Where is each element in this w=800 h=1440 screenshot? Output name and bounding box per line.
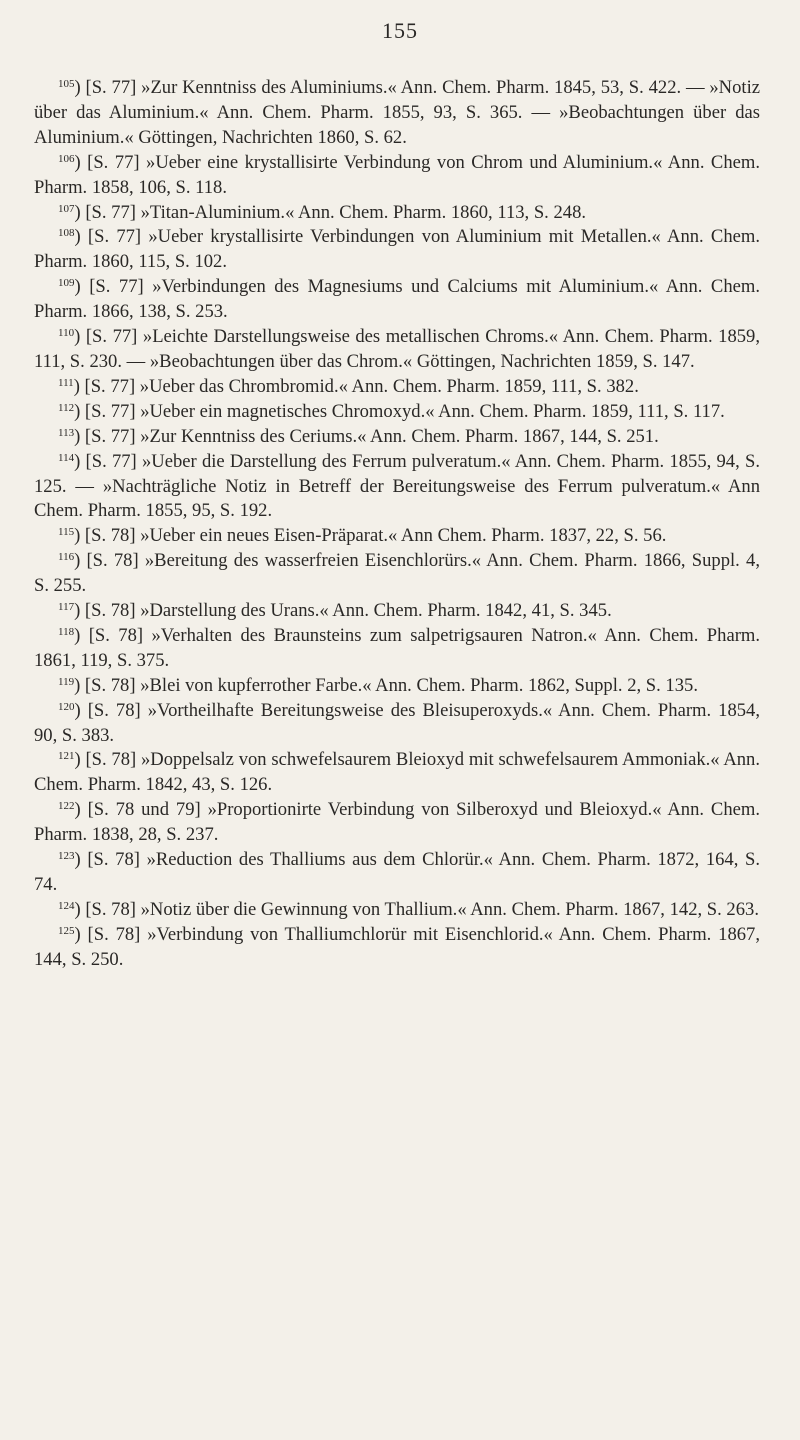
endnote-text: ) [S. 78] »Verbindung von Thalliumchlorür mit Eisenchlorid.« Ann. Chem. Pharm. 1867, 144, S. 250. bbox=[34, 923, 760, 970]
endnote bbox=[34, 549, 760, 599]
endnote-text: ) [S. 77] »Ueber die Darstellung des Ferrum pulveratum.« Ann. Chem. Pharm. 1855, 94, S. 125. — »Nachträgliche Notiz in Betreff der Bereitungsweise des Ferrum pulveratum.« Ann Chem. Pharm. 1855, 95, S. 192. bbox=[34, 450, 760, 522]
endnote-number: 108 bbox=[58, 227, 75, 240]
endnote bbox=[34, 151, 760, 201]
endnote bbox=[34, 848, 760, 898]
endnote bbox=[34, 898, 760, 923]
endnote-text: ) [S. 78] »Vortheilhafte Bereitungsweise des Bleisuperoxyds.« Ann. Chem. Pharm. 1854, 90, S. 383. bbox=[34, 699, 760, 746]
endnote-number: 111 bbox=[58, 376, 74, 389]
endnote-text: ) [S. 77] »Zur Kenntniss des Ceriums.« Ann. Chem. Pharm. 1867, 144, S. 251. bbox=[74, 425, 659, 447]
endnote bbox=[34, 275, 760, 325]
endnote-text: ) [S. 78] »Darstellung des Urans.« Ann. Chem. Pharm. 1842, 41, S. 345. bbox=[74, 600, 612, 622]
endnote-text: ) [S. 78] »Bereitung des wasserfreien Eisenchlorürs.« Ann. Chem. Pharm. 1866, Suppl. 4, S. 255. bbox=[34, 550, 760, 597]
endnote bbox=[34, 76, 760, 151]
endnote-number: 106 bbox=[58, 152, 75, 165]
endnote-text: ) [S. 77] »Ueber ein magnetisches Chromoxyd.« Ann. Chem. Pharm. 1859, 111, S. 117. bbox=[74, 400, 725, 422]
endnote-text: ) [S. 78 und 79] »Proportionirte Verbindung von Silberoxyd und Bleioxyd.« Ann. Chem. Pharm. 1838, 28, S. 237. bbox=[34, 799, 760, 846]
endnote-number: 124 bbox=[58, 899, 75, 912]
endnote bbox=[34, 450, 760, 525]
endnotes-list bbox=[34, 76, 760, 973]
endnote bbox=[34, 923, 760, 973]
endnote bbox=[34, 674, 760, 699]
endnote bbox=[34, 201, 760, 226]
endnote-text: ) [S. 77] »Leichte Darstellungsweise des metallischen Chroms.« Ann. Chem. Pharm. 1859, 111, S. 230. — »Beobachtungen über das Chrom.« Göttingen, Nachrichten 1859, S. 147. bbox=[34, 326, 760, 372]
endnote-number: 123 bbox=[58, 850, 75, 863]
endnote-number: 125 bbox=[58, 924, 75, 937]
endnote-text: ) [S. 77] »Verbindungen des Magnesiums und Calciums mit Aluminium.« Ann. Chem. Pharm. 1866, 138, S. 253. bbox=[34, 276, 760, 323]
endnote-number: 105 bbox=[58, 78, 75, 90]
endnote-number: 113 bbox=[58, 426, 75, 439]
endnote-number: 118 bbox=[58, 625, 75, 638]
endnote bbox=[34, 748, 760, 798]
endnote-text: ) [S. 78] »Doppelsalz von schwefelsaurem Bleioxyd mit schwefelsaurem Ammoniak.« Ann. Chem. Pharm. 1842, 43, S. 126. bbox=[34, 749, 760, 796]
endnote bbox=[34, 624, 760, 674]
endnote bbox=[34, 798, 760, 848]
endnote bbox=[34, 524, 760, 549]
endnote bbox=[34, 599, 760, 624]
endnote-number: 114 bbox=[58, 451, 75, 464]
endnote-number: 107 bbox=[58, 202, 75, 215]
endnote-number: 122 bbox=[58, 800, 75, 813]
endnote-number: 119 bbox=[58, 675, 75, 688]
endnote bbox=[34, 375, 760, 400]
endnote-text: ) [S. 78] »Notiz über die Gewinnung von Thallium.« Ann. Chem. Pharm. 1867, 142, S. 263. bbox=[74, 898, 759, 920]
endnote bbox=[34, 699, 760, 749]
endnote-text: ) [S. 78] »Blei von kupferrother Farbe.« Ann. Chem. Pharm. 1862, Suppl. 2, S. 135. bbox=[74, 674, 698, 696]
endnote-text: ) [S. 77] »Ueber das Chrombromid.« Ann. Chem. Pharm. 1859, 111, S. 382. bbox=[73, 375, 639, 397]
endnote-number: 121 bbox=[58, 750, 75, 763]
endnote bbox=[34, 325, 760, 375]
endnote-text: ) [S. 78] »Ueber ein neues Eisen-Präparat.« Ann Chem. Pharm. 1837, 22, S. 56. bbox=[74, 525, 667, 547]
endnote-number: 112 bbox=[58, 401, 75, 414]
endnote bbox=[34, 225, 760, 275]
page-number: 155 bbox=[382, 18, 418, 43]
endnote-number: 110 bbox=[58, 327, 75, 340]
endnote-number: 120 bbox=[58, 700, 75, 713]
endnote-number: 117 bbox=[58, 601, 75, 614]
endnote bbox=[34, 400, 760, 425]
endnote bbox=[34, 425, 760, 450]
endnote-text: ) [S. 77] »Titan-Aluminium.« Ann. Chem. Pharm. 1860, 113, S. 248. bbox=[74, 201, 587, 223]
endnote-number: 115 bbox=[58, 526, 75, 539]
endnote-text: ) [S. 77] »Ueber krystallisirte Verbindungen von Aluminium mit Metallen.« Ann. Chem. Pharm. 1860, 115, S. 102. bbox=[34, 226, 760, 273]
endnote-text: ) [S. 77] »Ueber eine krystallisirte Verbindung von Chrom und Aluminium.« Ann. Chem. Pharm. 1858, 106, S. 118. bbox=[34, 151, 760, 198]
endnote-number: 109 bbox=[58, 277, 75, 290]
endnote-number: 116 bbox=[58, 551, 75, 564]
endnote-text: ) [S. 77] »Zur Kenntniss des Aluminiums.« Ann. Chem. Pharm. 1845, 53, S. 422. — »Notiz über das Aluminium.« Ann. Chem. Pharm. 1855, 93, S. 365. — »Beobachtungen über das Aluminium.« Göttingen, Nachrichten 1860, S. 62. bbox=[34, 77, 760, 148]
endnote-text: ) [S. 78] »Verhalten des Braunsteins zum salpetrigsauren Natron.« Ann. Chem. Pharm. 1861, 119, S. 375. bbox=[34, 624, 760, 671]
endnote-text: ) [S. 78] »Reduction des Thalliums aus dem Chlorür.« Ann. Chem. Pharm. 1872, 164, S. 74. bbox=[34, 849, 760, 895]
